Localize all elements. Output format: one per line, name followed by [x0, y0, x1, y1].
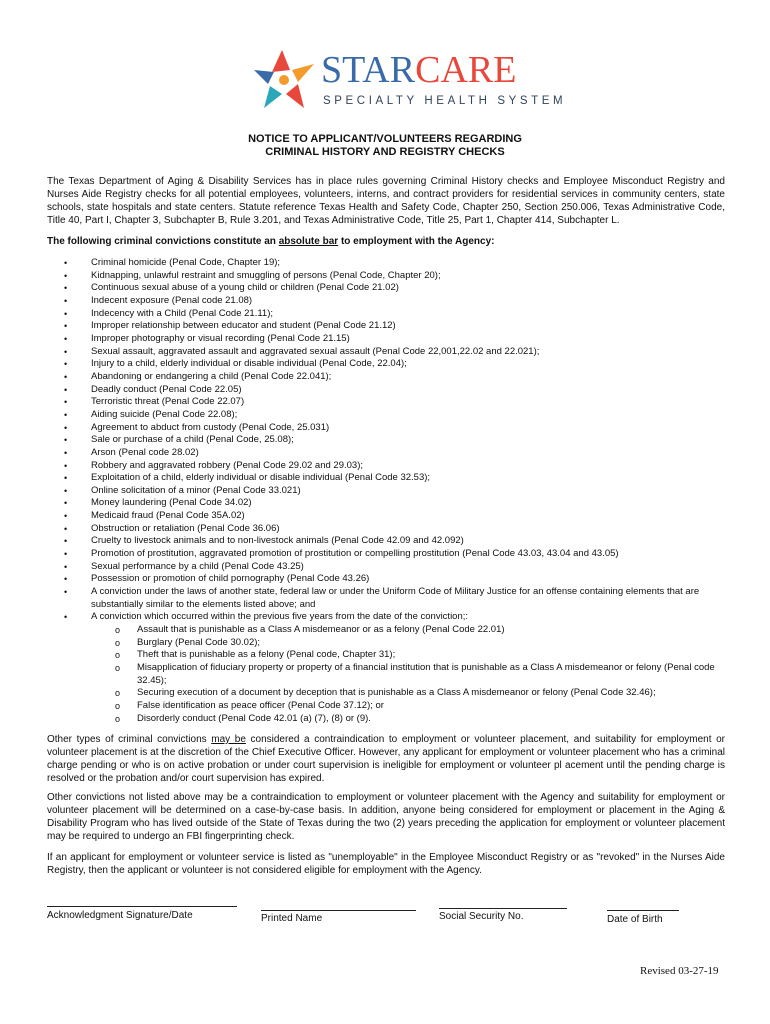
crime-item [0, 447, 770, 460]
sub-crime-text: Disorderly conduct (Penal Code 42.01 (a) (7), (8) or (9). [137, 712, 371, 724]
crime-item [0, 535, 770, 548]
printed-name-line [261, 910, 416, 911]
sub-crime-item [91, 637, 726, 650]
crime-text: Kidnapping, unlawful restraint and smuggling of persons (Penal Code, Chapter 20); [91, 269, 441, 281]
bullet-icon: • [64, 574, 68, 585]
sub-crime-item [91, 713, 726, 726]
bullet-icon: • [64, 523, 68, 534]
crime-text: Promotion of prostitution, aggravated promotion of prostitution or compelling prostitution (Penal Code 43.03, 43.04 and 43.05) [91, 548, 619, 560]
bullet-icon: • [64, 359, 68, 370]
brand-tagline: SPECIALTY HEALTH SYSTEM [323, 95, 567, 107]
crime-text: A conviction which occurred within the previous five years from the date of the conviction;: [91, 611, 469, 623]
bar-text-after: to employment with the Agency: [338, 236, 495, 247]
bullet-icon: • [64, 258, 68, 268]
crime-text: Sexual performance by a child (Penal Code 43.25) [91, 560, 304, 572]
sub-bullet-icon: o [115, 713, 121, 724]
ack-signature-label: Acknowledgment Signature/Date [47, 910, 193, 921]
crime-text: Agreement to abduct from custody (Penal Code, 25.031) [91, 421, 330, 433]
crime-text: Indecent exposure (Penal code 21.08) [91, 294, 253, 306]
other-text-underlined: may be [211, 734, 246, 745]
crime-text: Aiding suicide (Penal Code 22.08); [91, 408, 238, 420]
bullet-icon: • [64, 308, 68, 319]
other-convictions-paragraph [47, 733, 725, 785]
crime-item [0, 282, 770, 295]
bullet-icon: • [64, 447, 68, 458]
crime-item [0, 333, 770, 346]
crime-text: Terroristic threat (Penal Code 22.07) [91, 396, 245, 408]
bullet-icon: • [64, 422, 68, 433]
crime-item [0, 270, 770, 283]
crime-text: A conviction under the laws of another state, federal law or under the Uniform Code of Military Justice for an offense containing elements that are substantially similar to the elements listed above; and [91, 586, 700, 610]
crime-item [0, 295, 770, 308]
crime-item [0, 409, 770, 422]
sub-crime-list [91, 624, 726, 725]
bullet-icon: • [64, 270, 68, 281]
bullet-icon: • [64, 460, 68, 471]
sub-crime-item [91, 649, 726, 662]
brand-care: CARE [415, 49, 517, 91]
bullet-icon: • [64, 346, 68, 357]
bullet-icon: • [64, 283, 68, 294]
bullet-icon: • [64, 333, 68, 344]
revised-date: Revised 03-27-19 [640, 965, 719, 977]
crime-text: Improper photography or visual recording (Penal Code 21.15) [91, 332, 350, 344]
bullet-icon: • [64, 397, 68, 408]
sub-bullet-icon: o [115, 663, 121, 673]
crime-item [0, 384, 770, 397]
sub-crime-text: Assault that is punishable as a Class A misdemeanor or as a felony (Penal Code 22.01) [137, 624, 505, 636]
sub-crime-text: Misapplication of fiduciary property or property of a financial institution that is punishable as a Class A misdemeanor or felony (Penal code 32.45); [137, 662, 715, 686]
ssn-line [439, 908, 567, 909]
bullet-icon: • [64, 561, 68, 572]
crime-item [0, 510, 770, 523]
not-listed-paragraph: Other convictions not listed above may be a contraindication to employment or volunteer placement with the Agency and suitability for employment or volunteer placement will be determined on a case-by-case basis. In addition, anyone being considered for employment or placement in the Aging & Disability Program who has lived outside of the State of Texas during the two (2) years preceding the application for employment or volunteer placement may be required to undergo an FBI fingerprinting check. [47, 792, 725, 842]
sub-bullet-icon: o [115, 650, 121, 661]
bullet-icon: • [64, 473, 68, 484]
absolute-bar-statement [47, 235, 494, 248]
crime-item [0, 320, 770, 333]
intro-paragraph: The Texas Department of Aging & Disability Services has in place rules governing Criminal History checks and Employee Misconduct Registry and Nurses Aide Registry checks for all potential employees, volunteers, interns, and contract providers for residential services in community centers, state schools, state hospitals and state centers. Statute reference Texas Health and Safety Code, Chapter 250, Section 250.006, Texas Administrative Code, Title 40, Part I, Chapter 3, Subchapter B, Rule 3.201, and Texas Administrative Code, Title 25, Part 1, Chapter 414, Subchapter L. [47, 176, 725, 226]
crime-item [0, 586, 770, 611]
notice-title [0, 133, 770, 159]
crime-text: Obstruction or retaliation (Penal Code 36.06) [91, 522, 280, 534]
crime-item [0, 434, 770, 447]
bullet-icon: • [64, 536, 68, 547]
sub-crime-text: Burglary (Penal Code 30.02); [137, 636, 261, 648]
other-text-after: considered a contraindication to employment or volunteer placement, and suitability for employment or volunteer placement is at the discretion of the Chief Executive Officer. However, any applicant for employment or volunteer placement who has a criminal charge pending or who is on active probation or under court supervision is ineligible for employment or volunteer pl acement until the pending charge is resolved or the probation and/or court supervision has expired. [47, 734, 726, 784]
bullet-icon: • [64, 511, 68, 522]
crime-text: Sale or purchase of a child (Penal Code, 25.08); [91, 434, 294, 446]
sub-bullet-icon: o [115, 688, 121, 699]
crime-text: Arson (Penal code 28.02) [91, 446, 199, 458]
crime-text: Exploitation of a child, elderly individual or disable individual (Penal Code 32.53); [91, 472, 431, 484]
crime-text: Deadly conduct (Penal Code 22.05) [91, 383, 242, 395]
crime-item [0, 257, 770, 270]
bullet-icon: • [64, 435, 68, 446]
dob-label: Date of Birth [607, 914, 663, 925]
crime-item [0, 460, 770, 473]
sub-bullet-icon: o [115, 625, 121, 636]
bar-text-before: The following criminal convictions constitute an [47, 236, 279, 247]
bullet-icon: • [64, 498, 68, 509]
crime-item [0, 548, 770, 561]
crime-text: Robbery and aggravated robbery (Penal Code 29.02 and 29.03); [91, 459, 363, 471]
sub-crime-item [91, 662, 726, 687]
crime-text: Possession or promotion of child pornography (Penal Code 43.26) [91, 573, 370, 585]
crime-item [0, 497, 770, 510]
sub-crime-item [91, 624, 726, 637]
crime-text: Sexual assault, aggravated assault and aggravated sexual assault (Penal Code 22,001,22.02 and 22.021); [91, 345, 540, 357]
crime-item [0, 358, 770, 371]
title-line-1: NOTICE TO APPLICANT/VOLUNTEERS REGARDING [248, 133, 522, 145]
crime-item [0, 308, 770, 321]
brand-star: STAR [321, 49, 416, 91]
bullet-icon: • [64, 612, 68, 623]
sub-bullet-icon: o [115, 700, 121, 711]
crime-text: Online solicitation of a minor (Penal Code 33.021) [91, 484, 301, 496]
bullet-icon: • [64, 295, 68, 306]
ack-signature-line [47, 906, 237, 907]
crime-text: Abandoning or endangering a child (Penal Code 22.041); [91, 370, 332, 382]
crime-text: Money laundering (Penal Code 34.02) [91, 497, 252, 509]
sub-crime-text: Securing execution of a document by deception that is punishable as a Class A misdemeanor or felony (Penal Code 32.46); [137, 687, 656, 699]
crime-text: Injury to a child, elderly individual or disable individual (Penal Code, 22.04); [91, 358, 407, 370]
crime-item [0, 371, 770, 384]
printed-name-label: Printed Name [261, 913, 323, 924]
bar-text-underlined: absolute bar [278, 236, 339, 247]
crime-item [0, 485, 770, 498]
sub-crime-item [91, 687, 726, 700]
crime-text: Criminal homicide (Penal Code, Chapter 19); [91, 257, 281, 268]
title-line-2: CRIMINAL HISTORY AND REGISTRY CHECKS [265, 146, 505, 158]
bullet-icon: • [64, 409, 68, 420]
star-mark-icon [252, 46, 318, 112]
bullet-icon: • [64, 384, 68, 395]
bullet-icon: • [64, 371, 68, 382]
sub-crime-item [91, 700, 726, 713]
ssn-label: Social Security No. [439, 911, 524, 922]
bullet-icon: • [64, 549, 68, 560]
sub-crime-text: Theft that is punishable as a felony (Penal code, Chapter 31); [137, 649, 396, 661]
other-text-before: Other types of criminal convictions [47, 734, 212, 745]
crime-item [0, 346, 770, 359]
crime-list [0, 257, 770, 725]
crime-item [0, 561, 770, 574]
registry-paragraph: If an applicant for employment or volunteer service is listed as "unemployable" in the Employee Misconduct Registry or as "revoked" in the Nurses Aide Registry, then the applicant or volunteer is not considered eligible for employment with the Agency. [47, 852, 725, 876]
crime-item [0, 573, 770, 586]
crime-item [0, 396, 770, 409]
bullet-icon: • [64, 587, 68, 598]
crime-item [0, 611, 770, 725]
crime-text: Improper relationship between educator and student (Penal Code 21.12) [91, 320, 396, 332]
sub-bullet-icon: o [115, 637, 121, 648]
crime-text: Cruelty to livestock animals and to non-livestock animals (Penal Code 42.09 and 42.092) [91, 535, 464, 547]
crime-text: Continuous sexual abuse of a young child or children (Penal Code 21.02) [91, 282, 399, 294]
bullet-icon: • [64, 321, 68, 332]
crime-item [0, 422, 770, 435]
crime-item [0, 523, 770, 536]
sub-crime-text: False identification as peace officer (Penal Code 37.12); or [137, 699, 384, 711]
bullet-icon: • [64, 485, 68, 496]
brand-name [321, 50, 516, 90]
dob-line [607, 910, 679, 911]
crime-item [0, 472, 770, 485]
crime-text: Indecency with a Child (Penal Code 21.11); [91, 307, 274, 319]
crime-text: Medicaid fraud (Penal Code 35A.02) [91, 510, 245, 522]
